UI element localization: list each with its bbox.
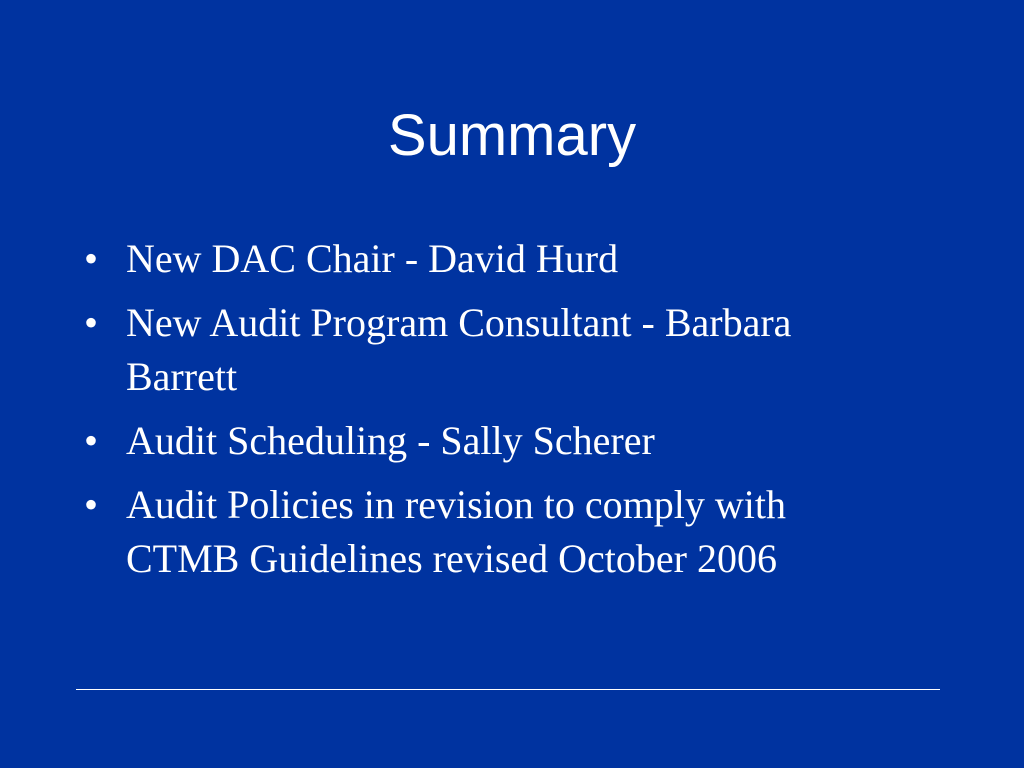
bullet-item [84, 414, 904, 468]
bullet-text: New DAC Chair - David Hurd [126, 236, 619, 281]
bullet-text: New Audit Program Consultant - Barbara Barrett [126, 300, 792, 399]
bullet-item [84, 478, 904, 586]
slide-title: Summary [387, 103, 637, 168]
bullet-dot-icon: • [84, 300, 99, 345]
bullet-dot-icon: • [84, 482, 99, 527]
bullet-text: Audit Policies in revision to comply with CTMB Guidelines revised October 2006 [126, 482, 786, 581]
bullet-item [84, 232, 904, 286]
bullet-dot-icon: • [84, 418, 99, 463]
bullet-list [84, 232, 904, 596]
footer-divider [76, 689, 940, 690]
bullet-item [84, 296, 904, 404]
bullet-dot-icon: • [84, 236, 99, 281]
bullet-text: Audit Scheduling - Sally Scherer [126, 418, 655, 463]
